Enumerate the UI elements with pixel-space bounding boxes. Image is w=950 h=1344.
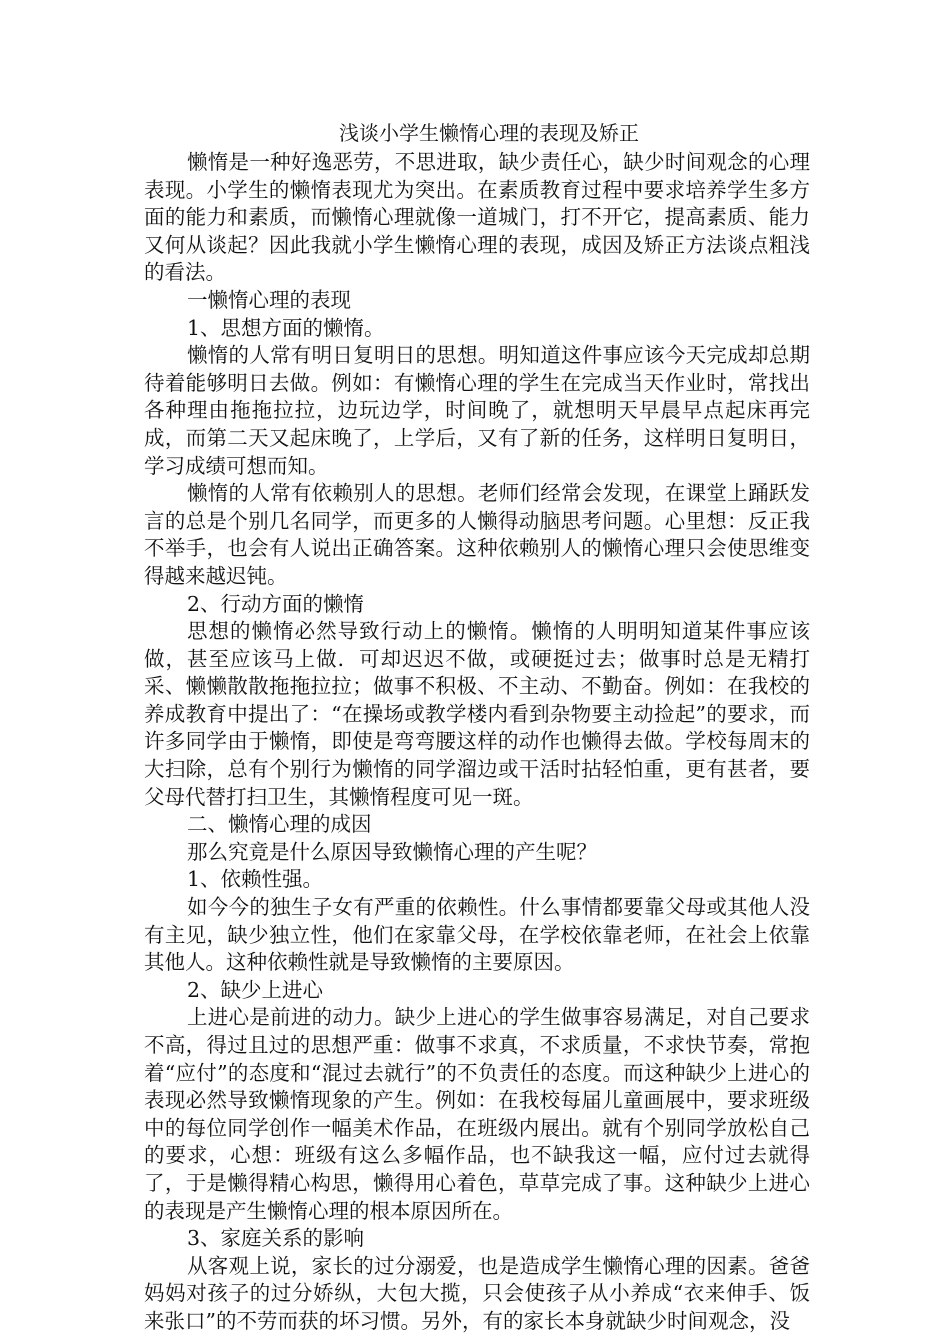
section-heading: 那么究竟是什么原因导致懒惰心理的产生呢？: [187, 839, 597, 864]
paragraph: 思想的懒惰必然导致行动上的懒惰。懒惰的人明明知道某件事应该做，甚至应该马上做．可却迟迟不做，或硬挺过去；做事时总是无精打采、懒懒散散拖拖拉拉；做事不积极、不主动、不勤奋。例如：在我校的养成教育中提出了：“在操场或教学楼内看到杂物要主动捡起”的要求，而许多同学由于懒惰，即使是弯弯腰这样的动作也懒得去做。学校每周末的大扫除，总有个别行为懒惰的同学溜边或干活时拈轻怕重，更有甚者，要父母代替打扫卫生，其懒惰程度可见一斑。: [144, 619, 810, 809]
paragraph: 懒惰是一种好逸恶劳，不思进取，缺少责任心，缺少时间观念的心理表现。小学生的懒惰表现尤为突出。在素质教育过程中要求培养学生多方面的能力和素质，而懒惰心理就像一道城门，打不开它，提高素质、能力又何从谈起？因此我就小学生懒惰心理的表现，成因及矫正方法谈点粗浅的看法。: [144, 150, 810, 285]
section-heading: 1、思想方面的懒惰。: [187, 315, 385, 340]
paragraph: 如今今的独生子女有严重的依赖性。什么事情都要靠父母或其他人没有主见，缺少独立性，他们在家靠父母，在学校依靠老师，在社会上依靠其他人。这种依赖性就是导致懒惰的主要原因。: [144, 895, 810, 975]
document-title: 浅谈小学生懒惰心理的表现及矫正: [339, 121, 639, 145]
paragraph: 上进心是前进的动力。缺少上进心的学生做事容易满足，对自己要求不高，得过且过的思想严重：做事不求真，不求质量，不求快节奏，常抱着“应付”的态度和“混过去就行”的不负责任的态度。而这种缺少上进心的表现必然导致懒惰现象的产生。例如：在我校每届儿童画展中，要求班级中的每位同学创作一幅美术作品，在班级内展出。就有个别同学放松自己的要求，心想：班级有这么多幅作品，也不缺我这一幅，应付过去就得了，于是懒得精心构思，懒得用心着色，草草完成了事。这种缺少上进心的表现是产生懒惰心理的根本原因所在。: [144, 1005, 810, 1223]
section-heading: 3、家庭关系的影响: [187, 1226, 365, 1251]
paragraph: 懒惰的人常有明日复明日的思想。明知道这件事应该今天完成却总期待着能够明日去做。例如：有懒惰心理的学生在完成当天作业时，常找出各种理由拖拖拉拉，边玩边学，时间晚了，就想明天早晨早点起床再完成，而第二天又起床晚了，上学后，又有了新的任务，这样明日复明日，学习成绩可想而知。: [144, 343, 810, 478]
paragraph: 懒惰的人常有依赖别人的思想。老师们经常会发现，在课堂上踊跃发言的总是个别几名同学，而更多的人懒得动脑思考问题。心里想：反正我不举手，也会有人说出正确答案。这种依赖别人的懒惰心理只会使思维变得越来越迟钝。: [144, 481, 810, 588]
section-heading: 2、行动方面的懒惰: [187, 591, 365, 616]
document-page: [144, 118, 810, 1336]
paragraph: 从客观上说，家长的过分溺爱，也是造成学生懒惰心理的因素。爸爸妈妈对孩子的过分娇纵，大包大揽，只会使孩子从小养成“衣来伸手、饭来张口”的不劳而获的坏习惯。另外，有的家长本身就缺少时间观念，没: [144, 1253, 810, 1333]
section-heading: 2、缺少上进心: [187, 977, 324, 1002]
document-body: [144, 149, 810, 1336]
section-heading: 1、依赖性强。: [187, 867, 324, 892]
section-heading: 一懒惰心理的表现: [187, 287, 351, 312]
section-heading: 二、懒惰心理的成因: [187, 812, 372, 837]
